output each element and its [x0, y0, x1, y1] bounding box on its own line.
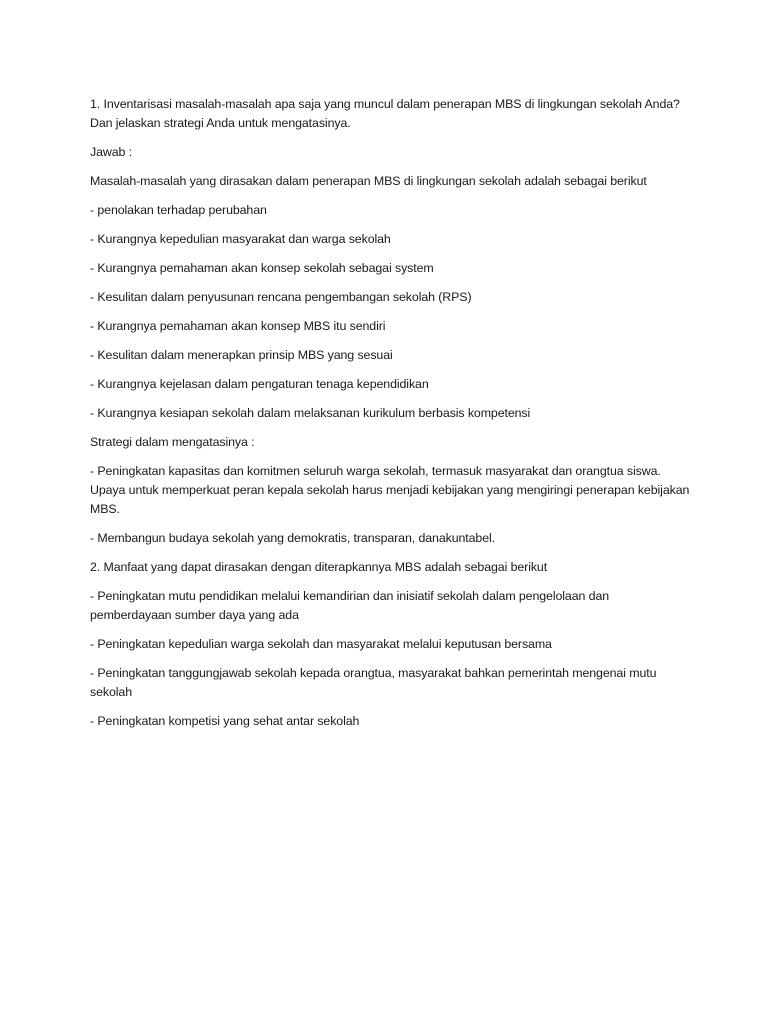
- benefit-item: - Peningkatan tanggungjawab sekolah kepada orangtua, masyarakat bahkan pemerintah mengenai mutu sekolah: [90, 666, 657, 699]
- question-2: 2. Manfaat yang dapat dirasakan dengan diterapkannya MBS adalah sebagai berikut: [90, 560, 548, 574]
- problem-item: - Kurangnya pemahaman akan konsep sekolah sebagai system: [90, 261, 434, 275]
- question-1: 1. Inventarisasi masalah-masalah apa saja yang muncul dalam penerapan MBS di lingkungan sekolah Anda?Dan jelaskan strategi Anda untuk mengatasinya.: [90, 97, 680, 130]
- problem-item: - penolakan terhadap perubahan: [90, 203, 267, 217]
- problem-item: - Kurangnya kejelasan dalam pengaturan tenaga kependidikan: [90, 377, 429, 391]
- strategy-item: - Membangun budaya sekolah yang demokratis, transparan, danakuntabel.: [90, 531, 496, 545]
- answer-label: Jawab :: [90, 145, 133, 159]
- problem-item: - Kurangnya kesiapan sekolah dalam melaksanan kurikulum berbasis kompetensi: [90, 406, 531, 420]
- problem-item: - Kesulitan dalam penyusunan rencana pengembangan sekolah (RPS): [90, 290, 472, 304]
- problem-item: - Kesulitan dalam menerapkan prinsip MBS yang sesuai: [90, 348, 393, 362]
- problem-item: - Kurangnya pemahaman akan konsep MBS itu sendiri: [90, 319, 386, 333]
- problems-intro: Masalah-masalah yang dirasakan dalam penerapan MBS di lingkungan sekolah adalah sebagai berikut: [90, 174, 647, 188]
- strategy-item: - Peningkatan kapasitas dan komitmen seluruh warga sekolah, termasuk masyarakat dan orangtua siswa. Upaya untuk memperkuat peran kepala sekolah harus menjadi kebijakan yang mengiringi penerapan kebijakan MBS.: [90, 464, 690, 516]
- benefit-item: - Peningkatan kepedulian warga sekolah dan masyarakat melalui keputusan bersama: [90, 637, 552, 651]
- problem-item: - Kurangnya kepedulian masyarakat dan warga sekolah: [90, 232, 391, 246]
- strategy-heading: Strategi dalam mengatasinya :: [90, 435, 255, 449]
- benefit-item: - Peningkatan mutu pendidikan melalui kemandirian dan inisiatif sekolah dalam pengelolaan dan pemberdayaan sumber daya yang ada: [90, 589, 610, 622]
- document-page: [90, 95, 690, 741]
- benefit-item: - Peningkatan kompetisi yang sehat antar sekolah: [90, 714, 360, 728]
